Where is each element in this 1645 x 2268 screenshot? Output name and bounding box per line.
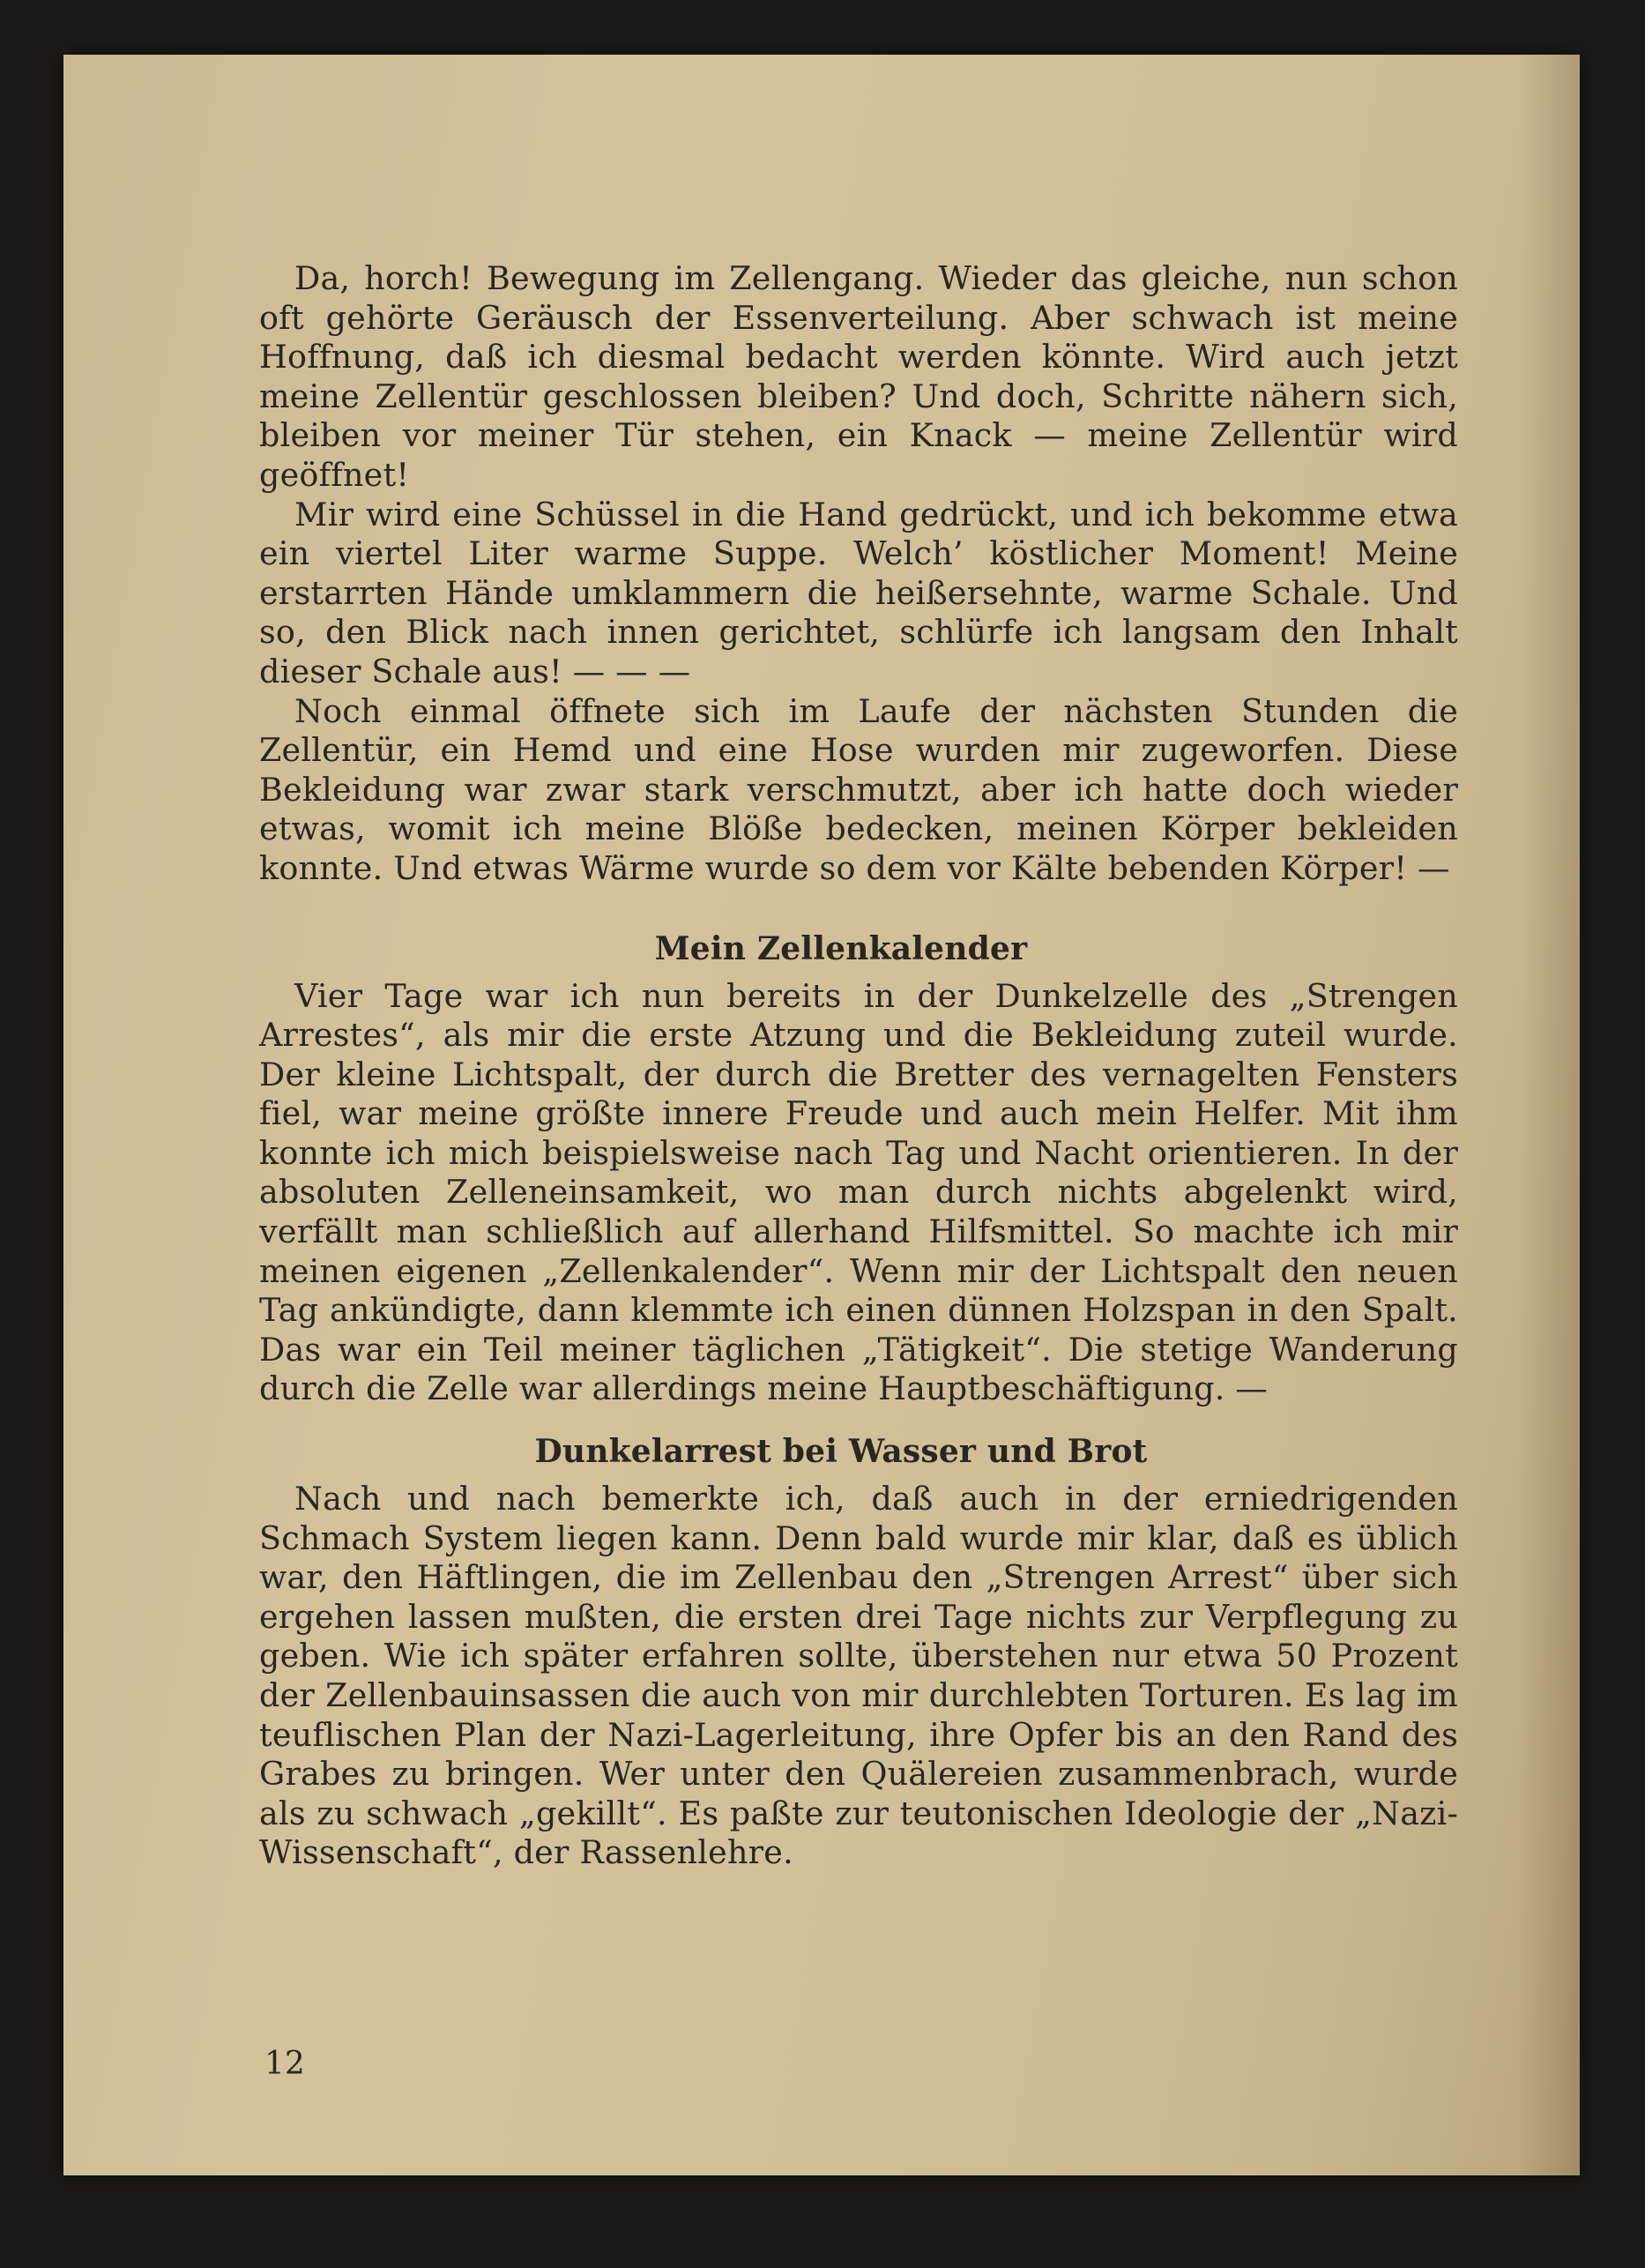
paragraph: Da, horch! Bewegung im Zellengang. Wieder das gleiche, nun schon oft gehörte Geräusch der Essenverteilung. Aber schwach ist meine Hoffnung, daß ich diesmal bedacht werden könnte. Wird auch jetzt meine Zellentür geschlossen bleiben? Und doch, Schritte nähern sich, bleiben vor meiner Tür stehen, ein Knack — meine Zellentür wird geöffnet! [259, 259, 1458, 494]
page-number: 12 [264, 2046, 305, 2082]
paragraph: Vier Tage war ich nun bereits in der Dunkelzelle des „Strengen Arrestes“, als mir die erste Atzung und die Bekleidung zuteil wurde. Der kleine Lichtspalt, der durch die Bretter des vernagelten Fensters fiel, war meine größte innere Freude und auch mein Helfer. Mit ihm konnte ich mich beispielsweise nach Tag und Nacht orientieren. In der absoluten Zelleneinsamkeit, wo man durch nichts abgelenkt wird, verfällt man schließlich auf allerhand Hilfsmittel. So machte ich mir meinen eigenen „Zellenkalender“. Wenn mir der Lichtspalt den neuen Tag ankündigte, dann klemmte ich einen dünnen Holzspan in den Spalt. Das war ein Teil meiner täglichen „Tätigkeit“. Die stetige Wanderung durch die Zelle war allerdings meine Hauptbeschäftigung. — [259, 976, 1458, 1408]
paragraph: Noch einmal öffnete sich im Laufe der nächsten Stunden die Zellentür, ein Hemd und eine Hose wurden mir zugeworfen. Diese Bekleidung war zwar stark verschmutzt, aber ich hatte doch wieder etwas, womit ich meine Blöße bedecken, meinen Körper bekleiden konnte. Und etwas Wärme wurde so dem vor Kälte bebenden Körper! — [259, 691, 1458, 887]
section-heading: Dunkelarrest bei Wasser und Brot [534, 1433, 1148, 1471]
book-page [63, 55, 1580, 2175]
section-heading: Mein Zellenkalender [654, 929, 1028, 967]
paragraph: Mir wird eine Schüssel in die Hand gedrückt, und ich bekomme etwa ein viertel Liter warme Suppe. Welch’ köstlicher Moment! Meine erstarrten Hände umklammern die heißersehnte, warme Schale. Und so, den Blick nach innen gerichtet, schlürfe ich langsam den Inhalt dieser Schale aus! — — — [259, 495, 1458, 690]
paragraph: Nach und nach bemerkte ich, daß auch in der erniedrigenden Schmach System liegen kann. Denn bald wurde mir klar, daß es üblich war, den Häftlingen, die im Zellenbau den „Strengen Arrest“ über sich ergehen lassen mußten, die ersten drei Tage nichts zur Verpflegung zu geben. Wie ich später erfahren sollte, überstehen nur etwa 50 Prozent der Zellenbauinsassen die auch von mir durchlebten Torturen. Es lag im teuflischen Plan der Nazi-Lagerleitung, ihre Opfer bis an den Rand des Grabes zu bringen. Wer unter den Quälereien zusammenbrach, wurde als zu schwach „gekillt“. Es paßte zur teutonischen Ideologie der „Nazi-Wissenschaft“, der Rassenlehre. [259, 1480, 1458, 1872]
page-text [259, 259, 1458, 1873]
